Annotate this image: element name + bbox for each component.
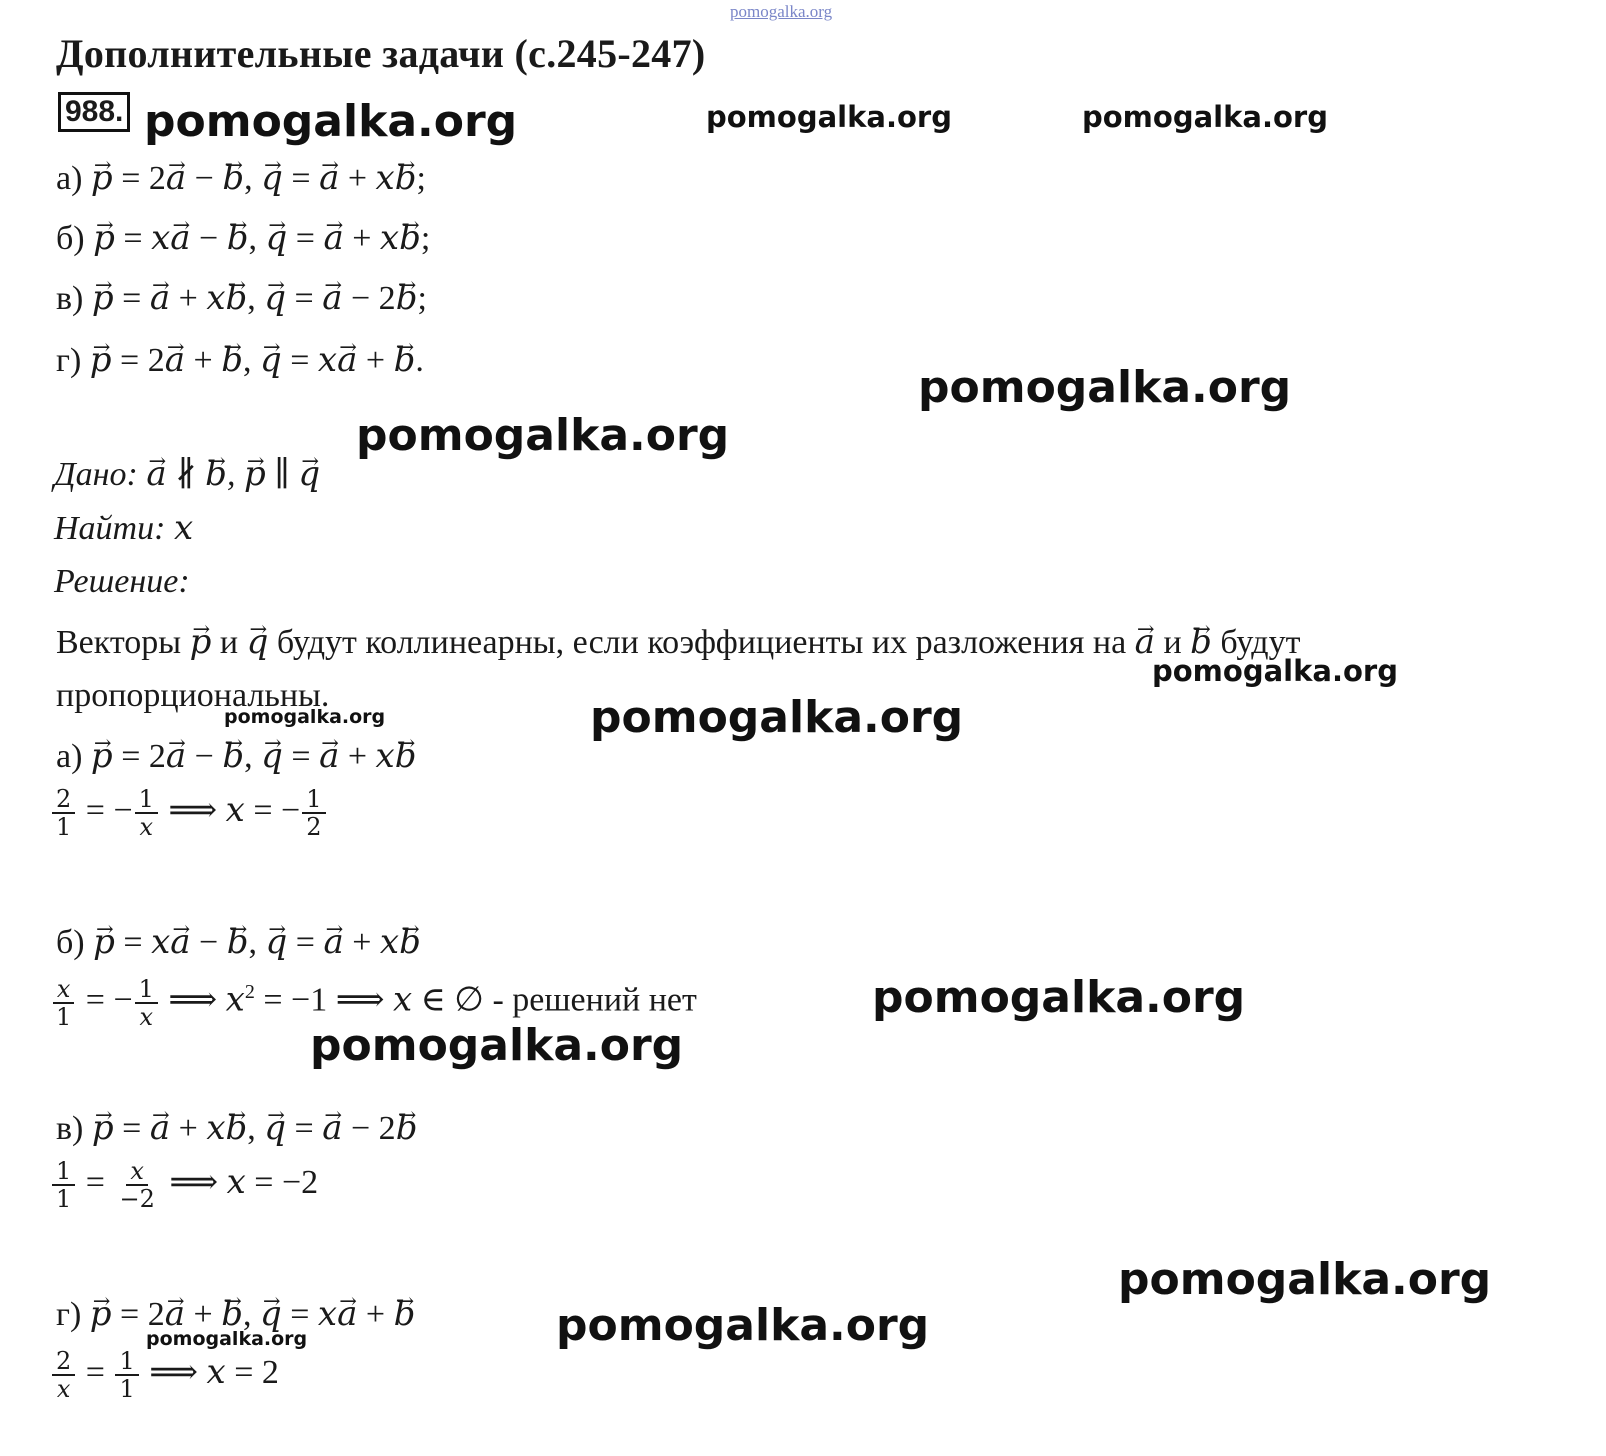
watermark-13[interactable]: pomogalka.org [556, 1300, 930, 1351]
watermark-12[interactable]: pomogalka.org [146, 1328, 308, 1350]
solution-b-expression: б) → p = x→ a − → b, → q = → a + x→ b [56, 922, 421, 963]
given-label: Дано [54, 456, 127, 493]
explanation-line-1: Векторы → p и → q будут коллинеарны, если коэффициенты их разложения на → a и → b будут [56, 622, 1300, 663]
explanation-line-2: пропорциональны. [56, 677, 330, 714]
solution-a-label: а) [56, 738, 83, 775]
explanation-and-1: и [219, 624, 239, 661]
watermark-2[interactable]: pomogalka.org [706, 100, 952, 134]
solution-g-expression: г) → p = 2→ a + → b, → q = x→ a + → b [56, 1294, 415, 1335]
watermark-9[interactable]: pomogalka.org [872, 972, 1246, 1023]
watermark-6[interactable]: pomogalka.org [1152, 654, 1398, 688]
watermark-1[interactable]: pomogalka.org [144, 96, 518, 147]
condition-b: б) → p = x→ a − → b, → q = → a + x→ b; [56, 218, 430, 259]
find-label: Найти [54, 510, 155, 547]
find-line: Найти: x [54, 508, 194, 548]
watermark-10[interactable]: pomogalka.org [310, 1020, 684, 1071]
watermark-5[interactable]: pomogalka.org [356, 410, 730, 461]
find-value: x [173, 508, 194, 548]
solution-label: Решение [54, 563, 179, 600]
page-title: Дополнительные задачи (с.245-247) [56, 31, 706, 76]
watermark-top[interactable]: pomogalka.org [730, 2, 833, 21]
condition-b-label: б) [56, 220, 85, 257]
condition-g: г) → p = 2→ a + → b, → q = x→ a + → b. [56, 340, 424, 381]
condition-v-label: в) [56, 280, 84, 317]
solution-heading: Решение: [54, 563, 190, 600]
watermark-11[interactable]: pomogalka.org [1118, 1254, 1492, 1305]
solution-a-result: $\frac{2}{1}$ = − $\frac{1}{x}$ ⟹ x = − $\frac{1}{2}$ [50, 786, 328, 840]
condition-a: а) → p = 2→ a − → b, → q = → a + x→ b; [56, 158, 426, 199]
condition-a-label: а) [56, 160, 83, 197]
explanation-text-3: будут [1220, 624, 1301, 661]
solution-v-label: в) [56, 1110, 84, 1147]
explanation-text-1: Векторы [56, 624, 182, 661]
solution-b-label: б) [56, 924, 85, 961]
watermark-7[interactable]: pomogalka.org [590, 692, 964, 743]
condition-g-label: г) [56, 342, 82, 379]
watermark-3[interactable]: pomogalka.org [1082, 100, 1328, 134]
solution-g-label: г) [56, 1296, 82, 1333]
given-line: Дано: → a ∦ → b, → p ∥ → q [54, 454, 320, 495]
watermark-4[interactable]: pomogalka.org [918, 362, 1292, 413]
condition-v: в) → p = → a + x→ b, → q = → a − 2→ b; [56, 278, 427, 319]
solution-a-expression: а) → p = 2→ a − → b, → q = → a + x→ b [56, 736, 416, 777]
solution-b-no-solutions: - решений нет [492, 981, 697, 1019]
solution-b-result: $\frac{x}{1}$ = − $\frac{1}{x}$ ⟹ $x^2 = -1$ ⟹ x ∈ ∅ - решений нет [50, 972, 697, 1030]
solution-g-result: $\frac{2}{x}$ = $\frac{1}{1}$ ⟹ x = 2 [50, 1348, 279, 1402]
task-number-badge: 988. [58, 92, 130, 132]
explanation-and-2: и [1163, 624, 1182, 661]
solution-v-expression: в) → p = → a + x→ b, → q = → a − 2→ b [56, 1108, 417, 1149]
explanation-text-2: будут коллинеарны, если коэффициенты их разложения на [276, 624, 1127, 661]
watermark-8[interactable]: pomogalka.org [224, 706, 386, 728]
solution-v-result: $\frac{1}{1}$ = $\frac{x}{-2}$ ⟹ x = −2 [50, 1158, 318, 1212]
